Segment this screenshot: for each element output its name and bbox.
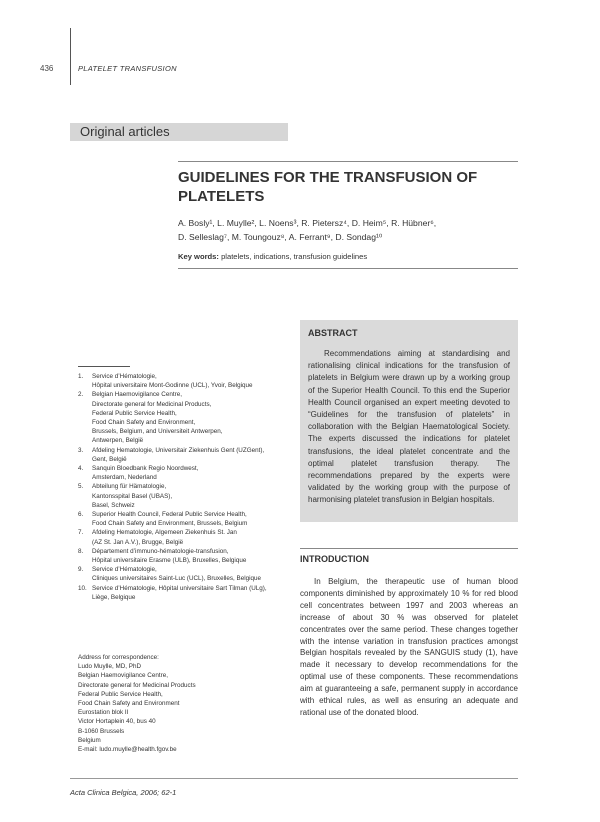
affiliation-line: Cliniques universitaires Saint-Luc (UCL), Bruxelles, Belgique [92, 575, 262, 583]
affiliation-item [78, 584, 290, 602]
page-number: 436 [40, 64, 54, 73]
affiliation-line: (AZ St. Jan A.V.), Brugge, België [92, 538, 184, 546]
affiliation-number: 3. [78, 446, 84, 454]
affiliation-number: 1. [78, 373, 84, 380]
affiliation-line: Directorate general for Medicinal Products, [92, 400, 212, 408]
affiliation-line: Superior Health Council, Federal Public Service Health, [92, 511, 247, 519]
affiliation-item [78, 565, 290, 583]
correspondence-line: B-1060 Brussels [78, 727, 125, 735]
affiliation-number: 10. [78, 584, 87, 592]
correspondence-address [78, 653, 290, 754]
footnote-rule [78, 366, 130, 367]
affiliation-line: Liège, Belgique [92, 593, 136, 601]
affiliation-line: Antwerpen, België [92, 437, 144, 445]
affiliation-item [78, 372, 290, 390]
affiliation-line: Amsterdam, Nederland [92, 474, 157, 482]
keywords [178, 252, 518, 261]
affiliation-number: 7. [78, 529, 84, 537]
author-list [178, 216, 518, 244]
affiliation-number: 8. [78, 547, 84, 555]
affiliation-number: 4. [78, 465, 84, 473]
header-vertical-rule [70, 28, 71, 85]
keywords-rule [178, 268, 518, 269]
introduction-rule [300, 548, 518, 549]
affiliation-item [78, 446, 290, 464]
affiliation-line: Brussels, Belgium, and Universiteit Antwerpen, [92, 428, 223, 436]
affiliation-line: Afdeling Hematologie, Universitair Ziekenhuis Gent (UZGent), [92, 446, 265, 454]
affiliation-item [78, 510, 290, 528]
running-head: PLATELET TRANSFUSION [78, 64, 177, 73]
affiliation-number: 2. [78, 391, 84, 399]
affiliation-list [78, 372, 290, 602]
abstract-text: Recommendations aiming at standardising and rationalising clinical indications for the transfusion of platelets in Belgium were drawn up by a working group of the Superior Health Council. To this end the Superior Health Council organised an expert meeting devoted to “Guidelines for the transfusion of platelets” in collaboration with the Belgian Haematological Society. The experts discussed the indications for platelet transfusions, the ideal platelet concentrate and the optimal platelet transfusion therapy. The recommendations prepared by the experts were validated by the working group with the purpose of harmonising platelet transfusion in Belgian hospitals. [308, 349, 510, 505]
correspondence-line: Belgium [78, 736, 101, 744]
keywords-label: Key words: [178, 252, 219, 261]
correspondence-line: Food Chain Safety and Environment [78, 700, 180, 708]
authors-line-2: D. Selleslag⁷, M. Toungouz⁸, A. Ferrant⁹, D. Sondag¹⁰ [178, 232, 383, 242]
correspondence-line: Federal Public Service Health, [78, 690, 163, 698]
affiliation-line: Sanquin Bloedbank Regio Noordwest, [92, 465, 199, 473]
footer-rule [70, 778, 518, 779]
affiliation-line: Food Chain Safety and Environment, [92, 419, 196, 427]
affiliation-line: Département d’immuno-hématologie-transfusion, [92, 547, 229, 555]
affiliation-line: Food Chain Safety and Environment, Brussels, Belgium [92, 520, 248, 528]
correspondence-line: Victor Hortaplein 40, bus 40 [78, 718, 156, 726]
affiliation-line: Federal Public Service Health, [92, 409, 177, 417]
affiliation-item [78, 482, 290, 510]
affiliation-item [78, 528, 290, 546]
correspondence-line: Belgian Haemovigilance Centre, [78, 672, 168, 680]
section-label: Original articles [70, 123, 288, 141]
article-title: GUIDELINES FOR THE TRANSFUSION OF PLATELETS [178, 169, 478, 205]
affiliation-line: Abteilung für Hämatologie, [92, 483, 167, 491]
affiliation-line: Afdeling Hematologie, Algemeen Ziekenhuis St. Jan [92, 529, 237, 537]
affiliation-number: 6. [78, 511, 84, 519]
affiliation-line: Hôpital universitaire Mont-Godinne (UCL), Yvoir, Belgique [92, 382, 253, 390]
affiliation-number: 5. [78, 483, 84, 491]
keywords-text: platelets, indications, transfusion guidelines [221, 252, 368, 261]
affiliation-item [78, 464, 290, 482]
affiliation-line: Service d’Hématologie, Hôpital universitaire Sart Tilman (ULg), [92, 584, 267, 592]
affiliation-line: Belgian Haemovigilance Centre, [92, 391, 182, 399]
abstract-box [300, 320, 518, 522]
affiliation-line: Basel, Schweiz [92, 501, 135, 509]
affiliation-line: Gent, België [92, 455, 127, 463]
authors-line-1: A. Bosly¹, L. Muylle², L. Noens³, R. Pietersz⁴, D. Heim⁵, R. Hübner⁶, [178, 218, 437, 228]
affiliation-line: Hôpital universitaire Erasme (ULB), Bruxelles, Belgique [92, 557, 247, 565]
correspondence-line: Ludo Muylle, MD, PhD [78, 663, 141, 671]
affiliation-item [78, 547, 290, 565]
journal-citation: Acta Clinica Belgica, 2006; 62-1 [70, 788, 177, 797]
title-rule [178, 161, 518, 162]
affiliation-line: Kantonsspital Basel (UBAS), [92, 492, 173, 500]
correspondence-line: Directorate general for Medicinal Products [78, 681, 196, 689]
affiliation-number: 9. [78, 566, 84, 574]
affiliation-line: Service d’Hématologie, [92, 566, 157, 574]
introduction-heading: INTRODUCTION [300, 554, 369, 564]
affiliation-item [78, 390, 290, 445]
introduction-text: In Belgium, the therapeutic use of human blood components diminished by approximately 10 % for red blood cell concentrates between 1997 and 2003 whereas an increase of about 30 % was observed for platelet concentrates over the same period. These changes together with the intense variation in transfusion practices amongst Belgian hospitals revealed by the SANGUIS study (1), have made it necessary to develop recommendations for the optimal use of these components. These recommendations aim at guaranteeing a safe, permanent supply in accordance with ethical rules, as well as ensuring an adequate and rational use of the donated blood. [300, 577, 518, 717]
abstract-heading: ABSTRACT [308, 328, 358, 338]
correspondence-line: Eurostation blok II [78, 709, 129, 717]
correspondence-line: E-mail: ludo.muylle@health.fgov.be [78, 746, 177, 754]
correspondence-label: Address for correspondence: [78, 654, 159, 661]
affiliation-line: Service d’Hématologie, [92, 373, 157, 380]
